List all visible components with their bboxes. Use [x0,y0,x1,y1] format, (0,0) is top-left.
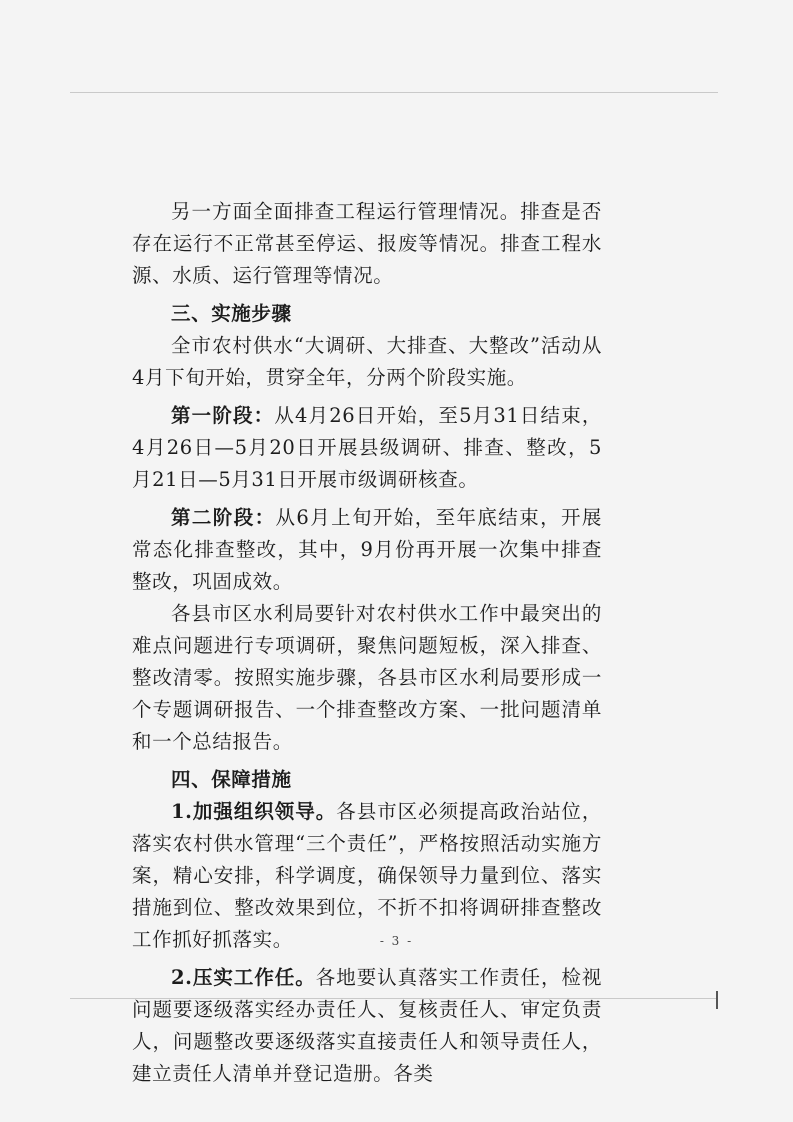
stage-two-label: 第二阶段： [171,506,276,529]
stage-one-label: 第一阶段： [171,404,275,427]
measure-two-text: 各地要认真落实工作责任，检视问题要逐级落实经办责任人、复核责任人、审定负责人，问题整改要逐级落实直接责任人和领导责任人，建立责任人清单并登记造册。各类 [132,966,602,1085]
measure-one-text: 各县市区必须提高政治站位，落实农村供水管理“三个责任”，严格按照活动实施方案，精心安排，科学调度，确保领导力量到位、落实措施到位、整改效果到位，不折不扣将调研排查整改工作抓好抓落实。 [132,800,602,951]
top-rule [70,92,718,93]
paragraph-measure-two [132,962,602,1090]
paragraph-operation-check: 另一方面全面排查工程运行管理情况。排查是否存在运行不正常甚至停运、报废等情况。排查工程水源、水质、运行管理等情况。 [132,200,602,287]
measure-one-label: 1.加强组织领导。 [171,800,337,823]
paragraph-county-requirements: 各县市区水利局要针对农村供水工作中最突出的难点问题进行专项调研，聚焦问题短板，深入排查、整改清零。按照实施步骤，各县市区水利局要形成一个专题调研报告、一个排查整改方案、一批问题清单和一个总结报告。 [132,602,602,753]
section-heading-safeguards: 四、保障措施 [171,768,292,791]
section-heading-implementation-steps: 三、实施步骤 [171,302,292,325]
paragraph-stage-one [132,400,602,496]
paragraph-measure-one [132,796,602,956]
bottom-rule [70,998,718,999]
scan-edge-mark [716,991,718,1009]
document-body-text [132,196,602,1090]
stage-one-text: 从4月26日开始，至5月31日结束，4月26日—5月20日开展县级调研、排查、整改，5月21日—5月31日开展市级调研核查。 [132,404,602,491]
paragraph-campaign-overview: 全市农村供水“大调研、大排查、大整改”活动从4月下旬开始，贯穿全年，分两个阶段实施。 [132,334,602,389]
stage-two-text: 从6月上旬开始，至年底结束，开展常态化排查整改，其中，9月份再开展一次集中排查整改，巩固成效。 [132,506,602,593]
paragraph-stage-two [132,502,602,598]
measure-two-label: 2.压实工作任。 [171,966,316,989]
page-number: - 3 - [379,934,414,948]
